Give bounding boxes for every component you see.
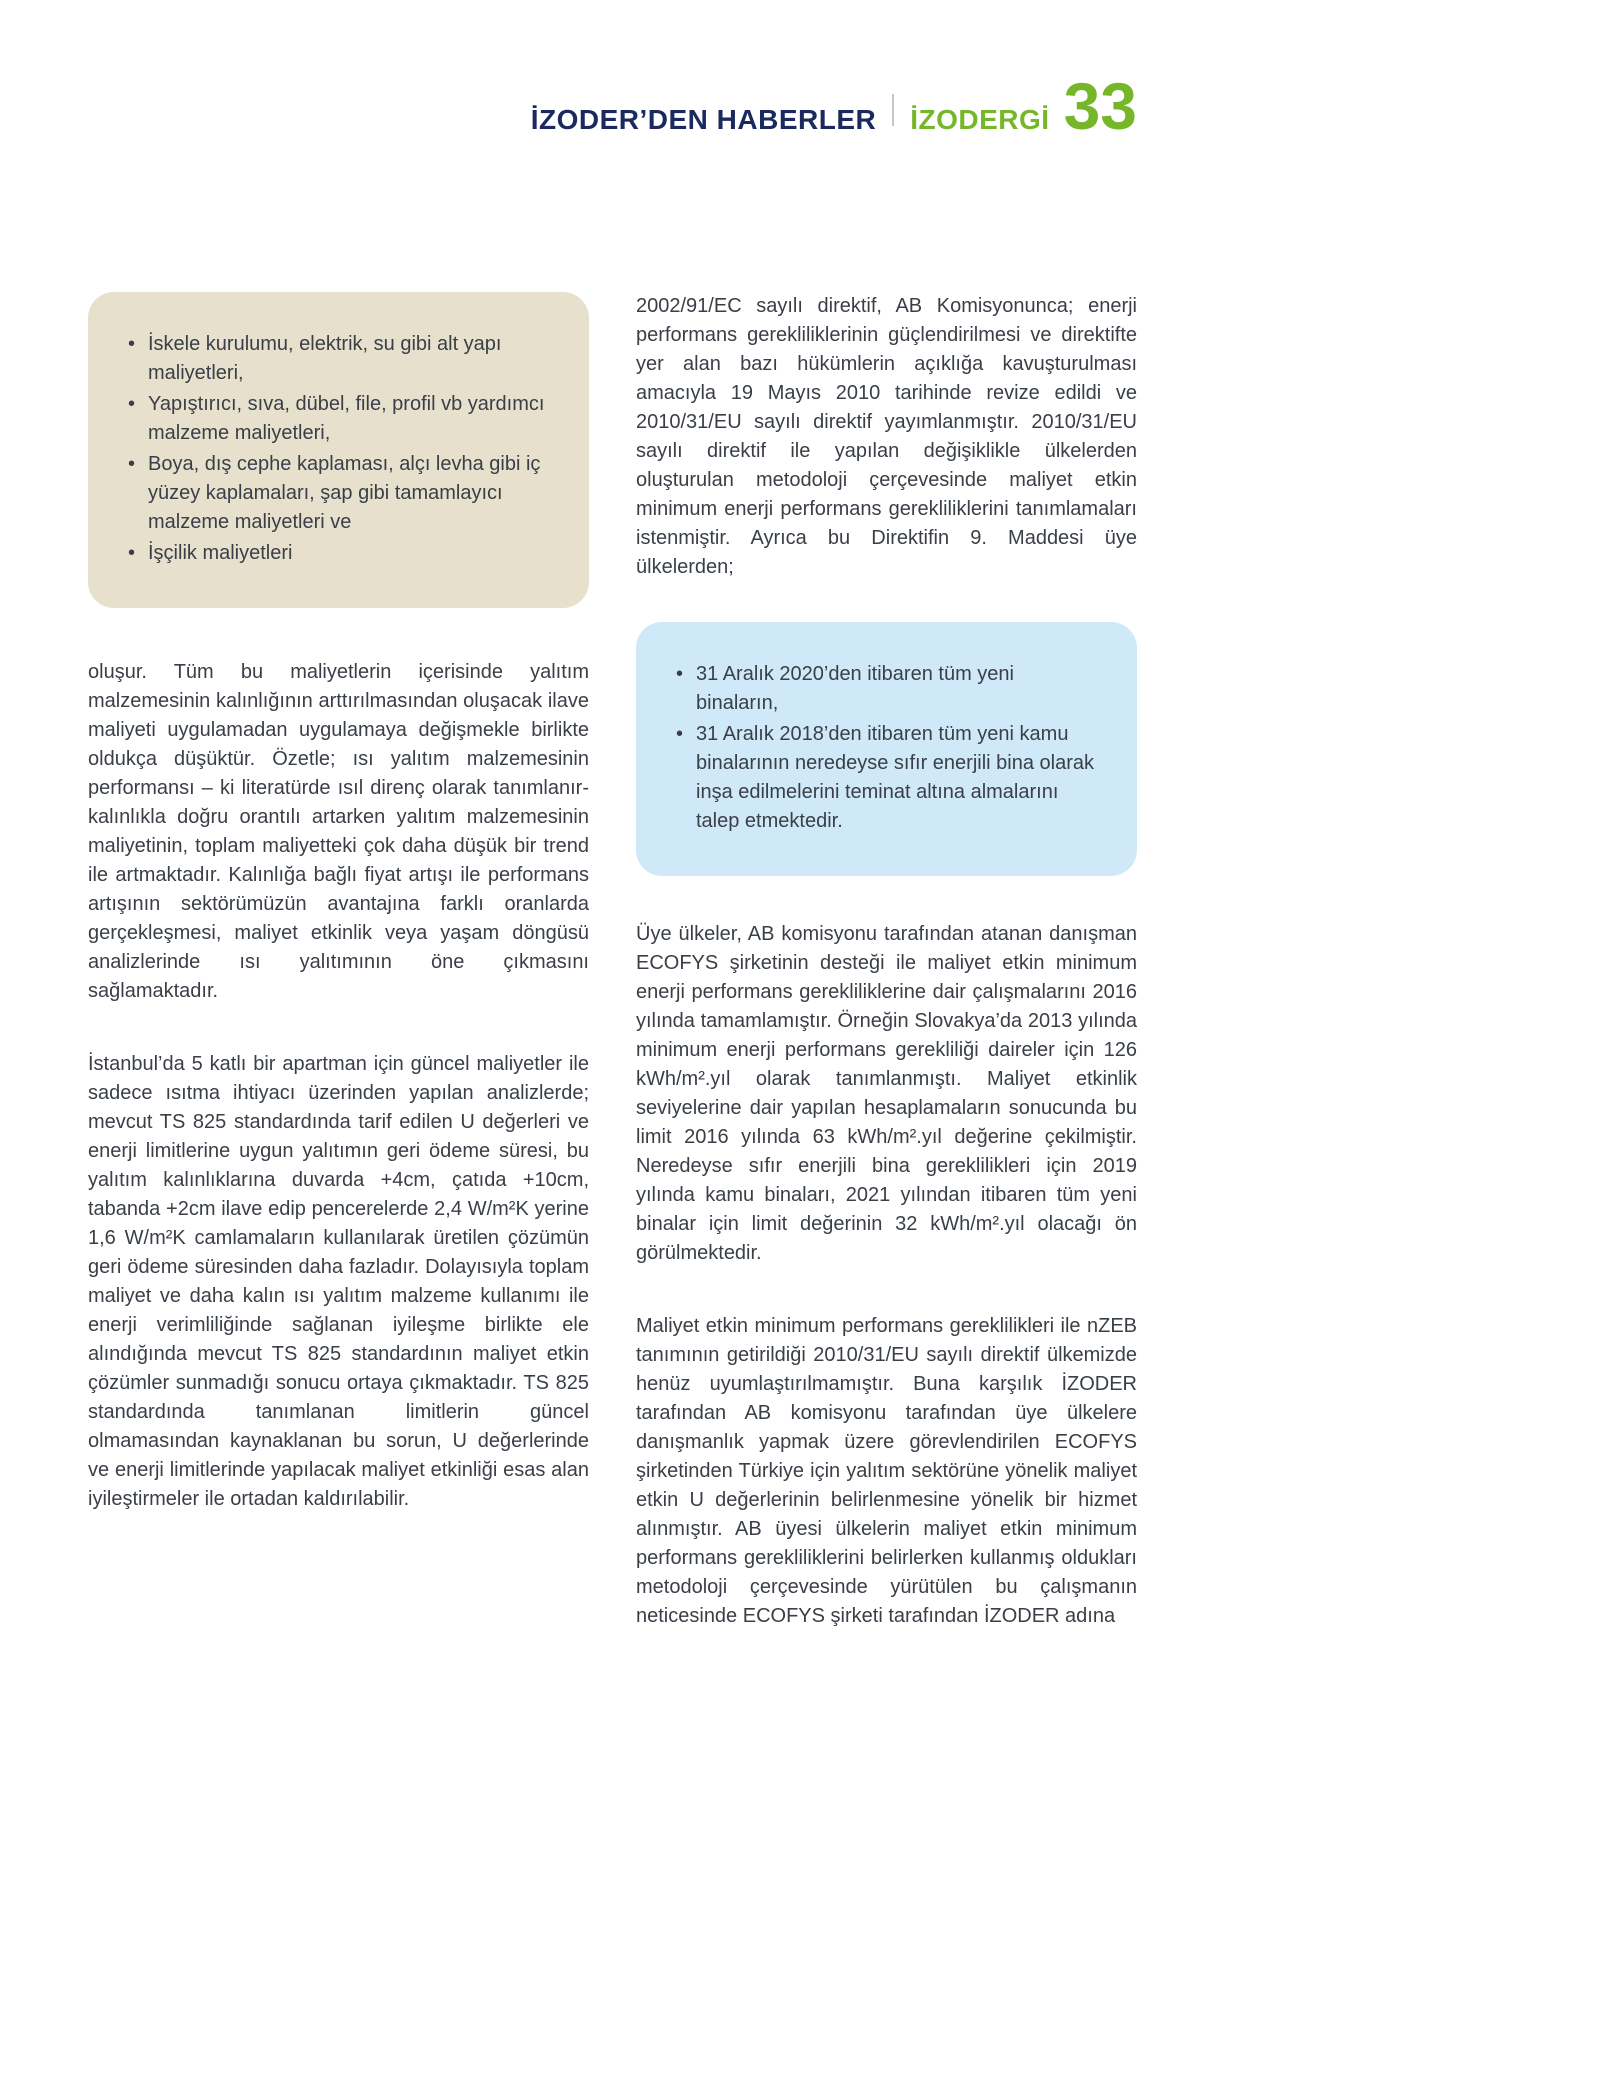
body-paragraph: Maliyet etkin minimum performans gereklilikleri ile nZEB tanımının getirildiği 2010/31/EU sayılı direktif ülkemizde henüz uyumlaştırılmamıştır. Buna karşılık İZODER tarafından AB komisyonu tarafından üye ülkelere danışmanlık yapmak üzere görevlendirilen ECOFYS şirketinden Türkiye için yalıtım sektörüne yönelik maliyet etkin U değerlerinin belirlenmesine yönelik bir hizmet alınmıştır. AB üyesi ülkelerin maliyet etkin minimum performans gerekliliklerini belirlerken kullanmış oldukları metodoloji çerçevesinde yürütülen bu çalışmanın neticesinde ECOFYS şirketi tarafından İZODER adına: [636, 1315, 1137, 1627]
cost-item: • İşçilik maliyetleri: [118, 539, 553, 568]
section-title: İZODER’DEN HABERLER: [530, 104, 877, 135]
directive-requirements-list: [666, 660, 1101, 836]
directive-item: • 31 Aralık 2020’den itibaren tüm yeni binaların,: [666, 660, 1101, 718]
cost-item: • Yapıştırıcı, sıva, dübel, file, profil vb yardımcı malzeme maliyetleri,: [118, 390, 553, 448]
magazine-title: İZODERGİ: [910, 104, 1050, 135]
directive-item: • 31 Aralık 2018’den itibaren tüm yeni kamu binalarının neredeyse sıfır enerjili bina olarak inşa edilmelerini teminat altına almalarını talep etmektedir.: [666, 720, 1101, 836]
content-columns: [88, 292, 1137, 1631]
body-paragraph: 2002/91/EC sayılı direktif, AB Komisyonunca; enerji performans gerekliliklerinin güçlendirilmesi ve direktifte yer alan bazı hükümlerin açıklığa kavuşturulması amacıyla 19 Mayıs 2010 tarihinde revize edildi ve 2010/31/EU sayılı direktif yayımlanmıştır. 2010/31/EU sayılı direktif ile yapılan değişiklikle ülkelerden oluşturulan metodoloji çerçevesinde maliyet etkin minimum enerji performans gerekliliklerini tanımlamaları istenmiştir. Ayrıca bu Direktifin 9. Maddesi üye ülkelerden;: [636, 295, 1137, 578]
cost-items-list: [118, 330, 553, 568]
cost-item: • İskele kurulumu, elektrik, su gibi alt yapı maliyetleri,: [118, 330, 553, 388]
body-paragraph: oluşur. Tüm bu maliyetlerin içerisinde yalıtım malzemesinin kalınlığının arttırılmasından oluşacak ilave maliyeti uygulamadan uygulamaya değişmekle birlikte oldukça düşüktür. Özetle; ısı yalıtım malzemesinin performansı – ki literatürde ısıl direnç olarak tanımlanır- kalınlıkla doğru orantılı artarken yalıtım malzemesinin maliyetinin, toplam maliyetteki çok daha düşük bir trend ile artmaktadır. Kalınlığa bağlı fiyat artışı ile performans artışının sektörümüzün avantajına farklı oranlarda gerçekleşmesi, maliyet etkinlik veya yaşam döngüsü analizlerinde ısı yalıtımının öne çıkmasını sağlamaktadır.: [88, 661, 589, 1002]
body-paragraph: İstanbul’da 5 katlı bir apartman için güncel maliyetler ile sadece ısıtma ihtiyacı üzerinden yapılan analizlerde; mevcut TS 825 standardında tarif edilen U değerleri ve enerji limitlerine uygun yalıtımın geri ödeme süresi, bu yalıtım kalınlıklarına duvarda +4cm, çatıda +10cm, tabanda +2cm ilave edip pencerelerde 2,4 W/m²K yerine 1,6 W/m²K camlamaların kullanılarak üretilen çözümün geri ödeme süresinden daha fazladır. Dolayısıyla toplam maliyet ve daha kalın ısı yalıtım malzeme kullanımı ile enerji verimliliğinde sağlanan iyileşme birlikte ele alındığında mevcut TS 825 standardının maliyet etkin çözümler sunmadığı sonucu ortaya çıkmaktadır. TS 825 standardında tanımlanan limitlerin güncel olmamasından kaynaklanan bu sorun, U değerlerinde ve enerji limitlerinde yapılacak maliyet etkinliği esas alan iyileştirmeler ile ortadan kaldırılabilir.: [88, 1053, 589, 1510]
cost-item: • Boya, dış cephe kaplaması, alçı levha gibi iç yüzey kaplamaları, şap gibi tamamlayıcı malzeme maliyetleri ve: [118, 450, 553, 537]
left-column: [88, 292, 589, 1631]
directive-requirements-box: [636, 622, 1137, 876]
cost-items-box: [88, 292, 589, 608]
header-divider: [892, 94, 894, 126]
page-number: 33: [1063, 69, 1137, 143]
body-paragraph: Üye ülkeler, AB komisyonu tarafından atanan danışman ECOFYS şirketinin desteği ile maliyet etkin minimum enerji performans gerekliliklerine dair çalışmalarını 2016 yılında tamamlamıştır. Örneğin Slovakya’da 2013 yılında minimum enerji performans gerekliliği daireler için 126 kWh/m².yıl olarak tanımlanmıştı. Maliyet etkinlik seviyelerine dair yapılan hesaplamaların sonucunda bu limit 2016 yılında 63 kWh/m².yıl değerine çekilmiştir. Neredeyse sıfır enerjili bina gereklilikleri için 2019 yılında kamu binaları, 2021 yılından itibaren tüm yeni binalar için limit değerinin 32 kWh/m².yıl olacağı ön görülmektedir.: [636, 923, 1137, 1264]
page-header: [530, 69, 1137, 143]
right-column: [636, 292, 1137, 1631]
